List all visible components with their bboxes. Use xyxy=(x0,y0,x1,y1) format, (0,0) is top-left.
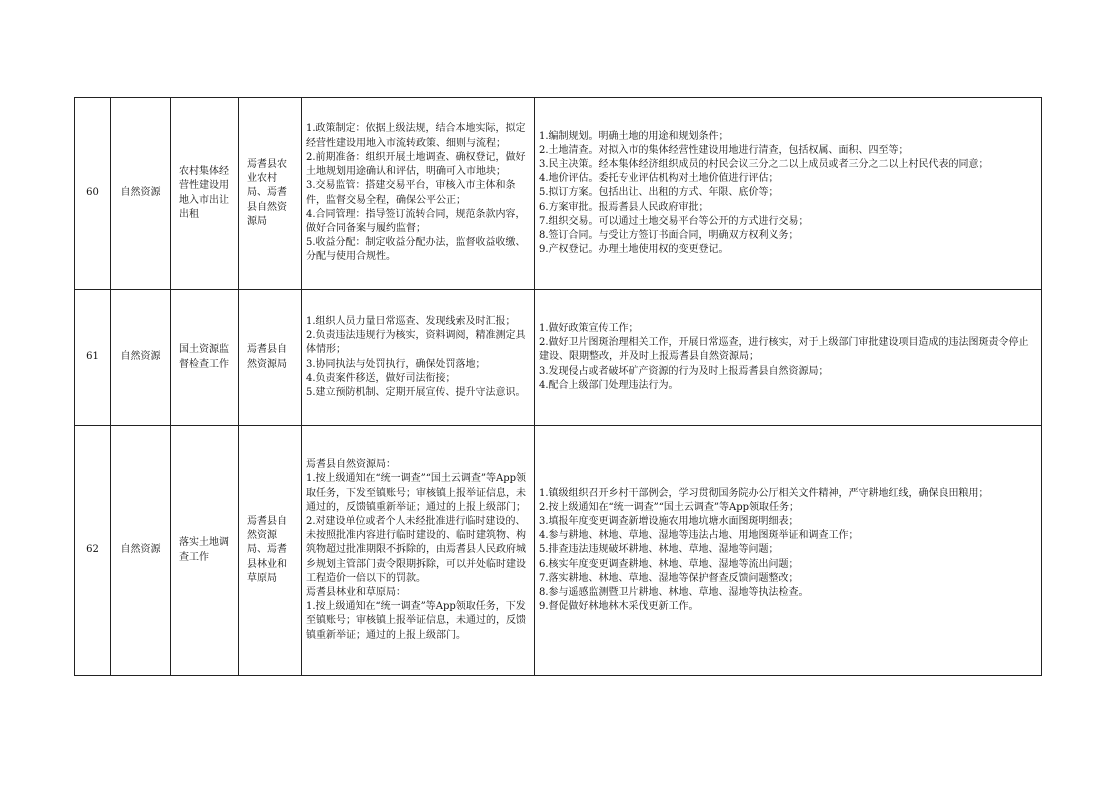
row-category: 自然资源 xyxy=(111,426,171,676)
task-line: 1.做好政策宣传工作； xyxy=(539,322,639,334)
task-line: 8.签订合同。与受让方签订书面合同，明确双方权利义务； xyxy=(539,230,799,241)
task-line: 6.核实年度变更调查耕地、林地、草地、湿地等流出问题； xyxy=(539,558,799,570)
table-row xyxy=(75,426,1042,676)
task-line: 2.做好卫片图斑治理相关工作，开展日常巡查，进行核实，对于上级部门审批建设项目造成的违法图斑责令停止建设、限期整改，并及时上报焉耆县自然资源局； xyxy=(539,337,1029,363)
task-line: 5.排查违法违规破坏耕地、林地、草地、湿地等问题； xyxy=(539,544,779,556)
row-tasks-cell xyxy=(535,290,1042,426)
duty-line: 3.协同执法与处罚执行，确保处罚落地； xyxy=(306,358,486,370)
duty-line: 1.政策制定：依据上级法规，结合本地实际，拟定经营性建设用地入市流转政策、细则与流程； xyxy=(306,123,526,149)
task-line: 2.按上级通知在“统一调查”“国土云调查”等App领取任务； xyxy=(539,501,800,513)
row-item-cell xyxy=(171,98,239,290)
task-line: 4.配合上级部门处理违法行为。 xyxy=(539,379,679,391)
task-line: 6.方案审批。报焉耆县人民政府审批； xyxy=(539,201,709,213)
task-line: 1.镇级组织召开乡村干部例会，学习贯彻国务院办公厅相关文件精神，严守耕地红线，确保良田粮用； xyxy=(539,487,989,499)
duty-line: 焉耆县林业和草原局： xyxy=(306,587,406,598)
duty-line: 2.对建设单位或者个人未经批准进行临时建设的、未按照批准内容进行临时建设的、临时建筑物、构筑物超过批准期限不拆除的，由焉耆县人民政府城乡规划主管部门责令限期拆除，可以并处临时建设工程造价一倍以下的罚款。 xyxy=(306,515,526,584)
table-row xyxy=(75,98,1042,290)
duty-line: 焉耆县自然资源局： xyxy=(306,459,396,471)
duty-line: 1.组织人员力量日常巡查、发现线索及时汇报； xyxy=(306,315,516,327)
row-unit: 焉耆县自然资源局、焉耆县林业和草原局 xyxy=(247,515,287,584)
row-duties-cell xyxy=(302,98,535,290)
duty-line: 5.收益分配：制定收益分配办法，监督收益收缴、分配与使用合规性。 xyxy=(306,237,526,263)
duty-line: 2.负责违法违规行为核实，资料调阅，精准测定具体情形； xyxy=(306,330,526,356)
duty-line: 1.按上级通知在“统一调查”“国土云调查”等App领取任务，下发至镇账号；审核镇上报举证信息，未通过的，反馈镇重新举证；通过的上报上级部门； xyxy=(306,473,527,513)
row-tasks-cell xyxy=(535,426,1042,676)
row-unit-cell xyxy=(239,426,302,676)
row-category: 自然资源 xyxy=(111,98,171,290)
task-line: 5.拟订方案。包括出让、出租的方式、年限、底价等； xyxy=(539,187,779,199)
task-line: 1.编制规划。明确土地的用途和规划条件； xyxy=(539,130,729,142)
row-item: 落实土地调查工作 xyxy=(179,537,229,563)
row-number: 62 xyxy=(75,426,111,676)
table-body xyxy=(75,98,1042,676)
task-line: 3.民主决策。经本集体经济组织成员的村民会议三分之二以上成员或者三分之二以上村民代表的同意； xyxy=(539,158,989,170)
task-line: 9.督促做好林地林木采伐更新工作。 xyxy=(539,601,699,613)
duty-table xyxy=(74,97,1042,676)
task-line: 2.土地清查。对拟入市的集体经营性建设用地进行清查，包括权属、面积、四至等； xyxy=(539,144,909,156)
row-unit-cell xyxy=(239,290,302,426)
row-item: 国土资源监督检查工作 xyxy=(179,344,229,370)
row-unit: 焉耆县自然资源局 xyxy=(247,344,287,370)
duty-line: 2.前期准备：组织开展土地调查、确权登记，做好土地规划用途确认和评估，明确可入市地块； xyxy=(306,151,526,178)
duty-line: 1.按上级通知在“统一调查”等App领取任务，下发至镇账号；审核镇上报举证信息，未通过的，反馈镇重新举证；通过的上报上级部门。 xyxy=(306,601,526,641)
task-line: 9.产权登记。办理土地使用权的变更登记。 xyxy=(539,244,729,256)
task-line: 4.地价评估。委托专业评估机构对土地价值进行评估； xyxy=(539,173,779,185)
task-line: 8.参与遥感监测暨卫片耕地、林地、草地、湿地等执法检查。 xyxy=(539,587,809,598)
row-tasks-cell xyxy=(535,98,1042,290)
row-duties-cell xyxy=(302,290,535,426)
row-unit-cell xyxy=(239,98,302,290)
duty-line: 4.负责案件移送，做好司法衔接； xyxy=(306,372,456,384)
task-line: 7.组织交易。可以通过土地交易平台等公开的方式进行交易； xyxy=(539,215,809,227)
task-line: 7.落实耕地、林地、草地、湿地等保护督查反馈问题整改； xyxy=(539,572,799,584)
row-unit: 焉耆县农业农村局、焉耆县自然资源局 xyxy=(247,158,287,227)
row-duties-cell xyxy=(302,426,535,676)
row-category: 自然资源 xyxy=(111,290,171,426)
task-line: 3.填报年度变更调查新增设施农用地坑塘水面图斑明细表； xyxy=(539,515,799,527)
task-line: 4.参与耕地、林地、草地、湿地等违法占地、用地图斑举证和调查工作； xyxy=(539,530,859,542)
row-item: 农村集体经营性建设用地入市出让出租 xyxy=(179,166,229,220)
duty-line: 5.建立预防机制、定期开展宣传、提升守法意识。 xyxy=(306,386,526,398)
duty-line: 4.合同管理：指导签订流转合同，规范条款内容，做好合同备案与履约监督； xyxy=(306,208,526,234)
table-row xyxy=(75,290,1042,426)
row-item-cell xyxy=(171,290,239,426)
row-number: 60 xyxy=(75,98,111,290)
duty-line: 3.交易监管：搭建交易平台，审核入市主体和条件，监督交易全程，确保公平公正； xyxy=(306,180,516,206)
row-number: 61 xyxy=(75,290,111,426)
task-line: 3.发现侵占或者破坏矿产资源的行为及时上报焉耆县自然资源局； xyxy=(539,365,829,377)
row-item-cell xyxy=(171,426,239,676)
